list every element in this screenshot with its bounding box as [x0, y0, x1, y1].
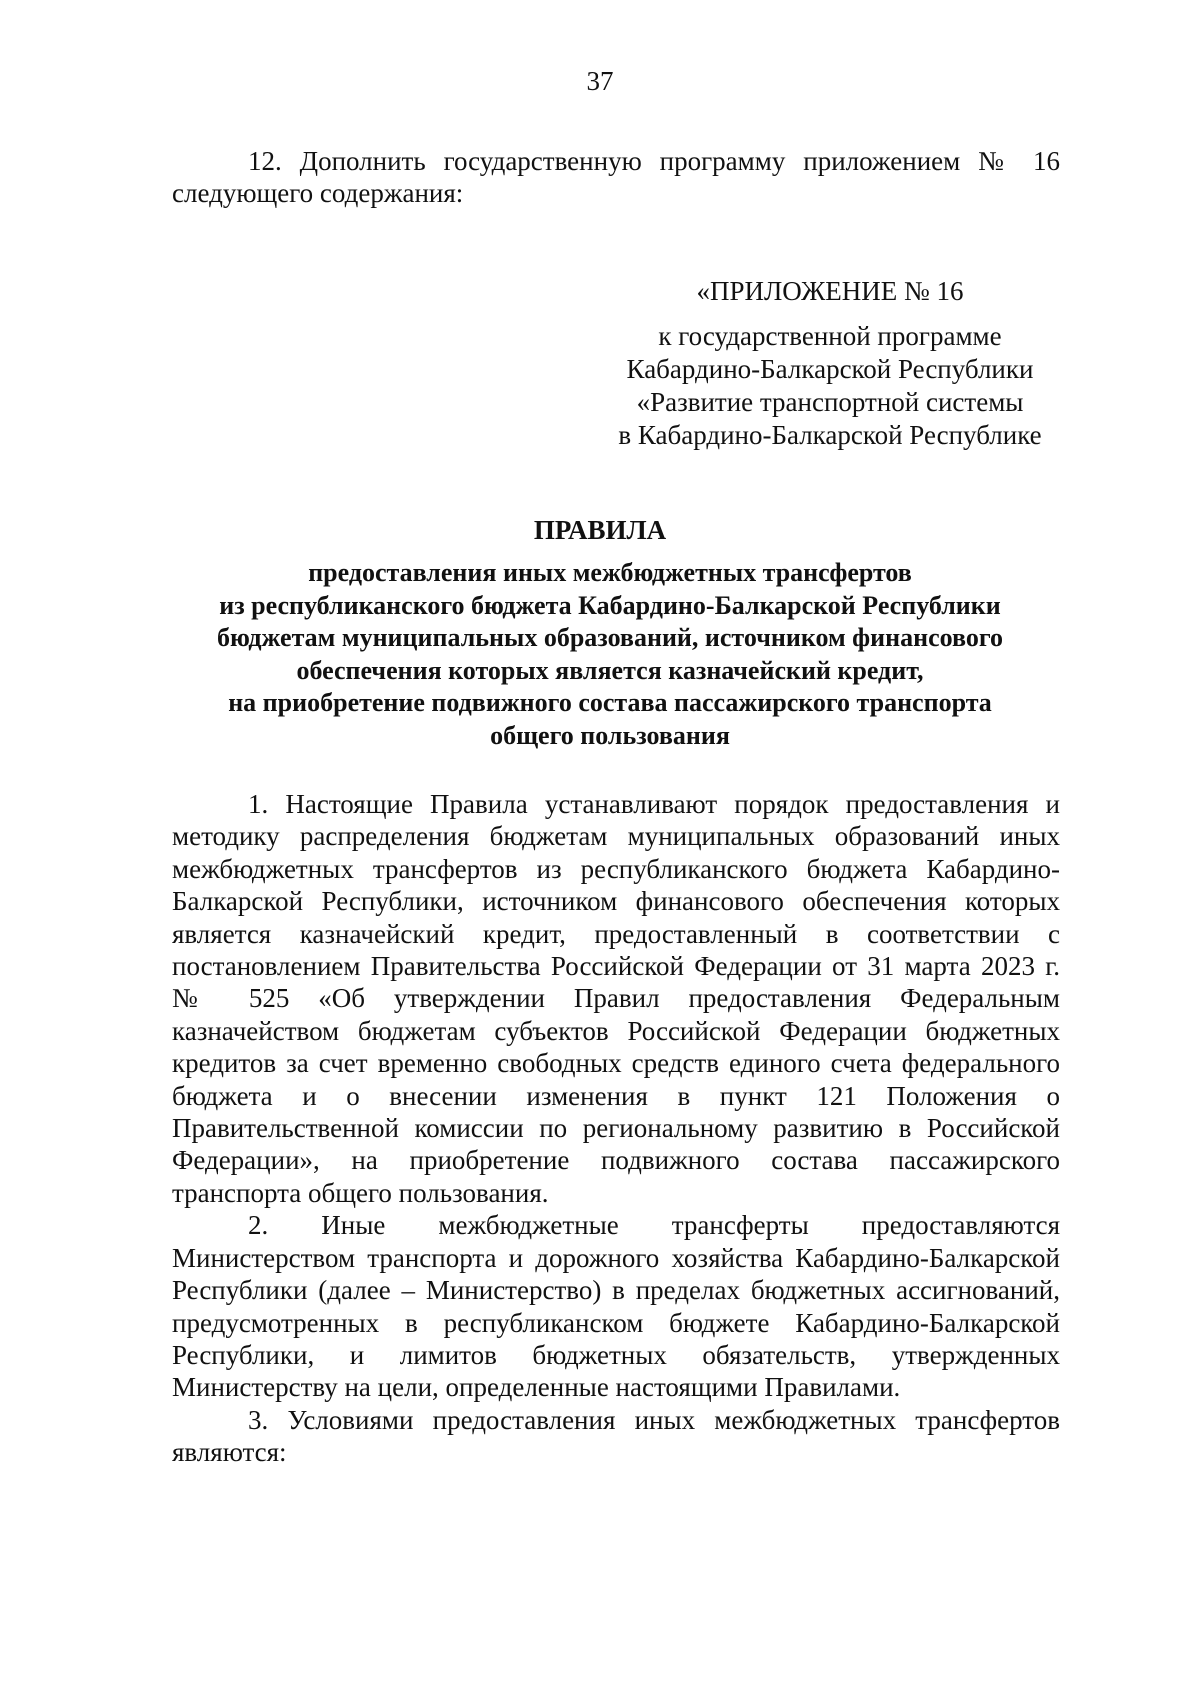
rules-subtitle-line: из республиканского бюджета Кабардино-Балкарской Республики — [219, 590, 1001, 620]
rules-subtitle-line: обеспечения которых является казначейский кредит, — [296, 655, 924, 685]
appendix-line: к государственной программе — [658, 321, 1002, 351]
appendix-subtitle — [590, 320, 1070, 452]
rules-subtitle — [170, 557, 1050, 752]
page-number: 37 — [586, 66, 614, 96]
rules-subtitle-line: бюджетам муниципальных образований, источником финансового — [216, 623, 1004, 652]
rules-subtitle-line: предоставления иных межбюджетных трансфертов — [308, 558, 912, 587]
appendix-line: в Кабардино-Балкарской Республике — [618, 420, 1042, 450]
appendix-line: Кабардино-Балкарской Республики — [626, 354, 1034, 384]
paragraph-2: 2. Иные межбюджетные трансферты предоставляются Министерством транспорта и дорожного хозяйства Кабардино-Балкарской Республики (далее – Министерство) в пределах бюджетных ассигнований, предусмотренных в республиканском бюджете Кабардино-Балкарской Республики, и лимитов бюджетных обязательств, утвержденных Министерству на цели, определенные настоящими Правилами. — [172, 1210, 1060, 1403]
intro-block — [172, 145, 1060, 210]
appendix-title: «ПРИЛОЖЕНИЕ № 16 — [696, 276, 964, 306]
intro-paragraph: 12. Дополнить государственную программу приложением № 16 следующего содержания: — [172, 146, 1060, 209]
rules-subtitle-line: общего пользования — [490, 720, 730, 750]
appendix-line: «Развитие транспортной системы — [636, 387, 1024, 417]
paragraph-3: 3. Условиями предоставления иных межбюджетных трансфертов являются: — [172, 1404, 1060, 1468]
rules-subtitle-line: на приобретение подвижного состава пассажирского транспорта — [228, 688, 992, 717]
body-text — [172, 788, 1060, 1469]
paragraph-1: 1. Настоящие Правила устанавливают порядок предоставления и методику распределения бюджетам муниципальных образований иных межбюджетных трансфертов из республиканского бюджета Кабардино-Балкарской Республики, источником финансового обеспечения которых является казначейский кредит, предоставленный в соответствии с постановлением Правительства Российской Федерации от 31 марта 2023 г. № 525 «Об утверждении Правил предоставления Федеральным казначейством бюджетам субъектов Российской Федерации бюджетных кредитов за счет временно свободных средств единого счета федерального бюджета и о внесении изменения в пункт 121 Положения о Правительственной комиссии по региональному развитию в Российской Федерации», на приобретение подвижного состава пассажирского транспорта общего пользования. — [172, 789, 1060, 1208]
rules-heading: ПРАВИЛА — [533, 515, 667, 545]
